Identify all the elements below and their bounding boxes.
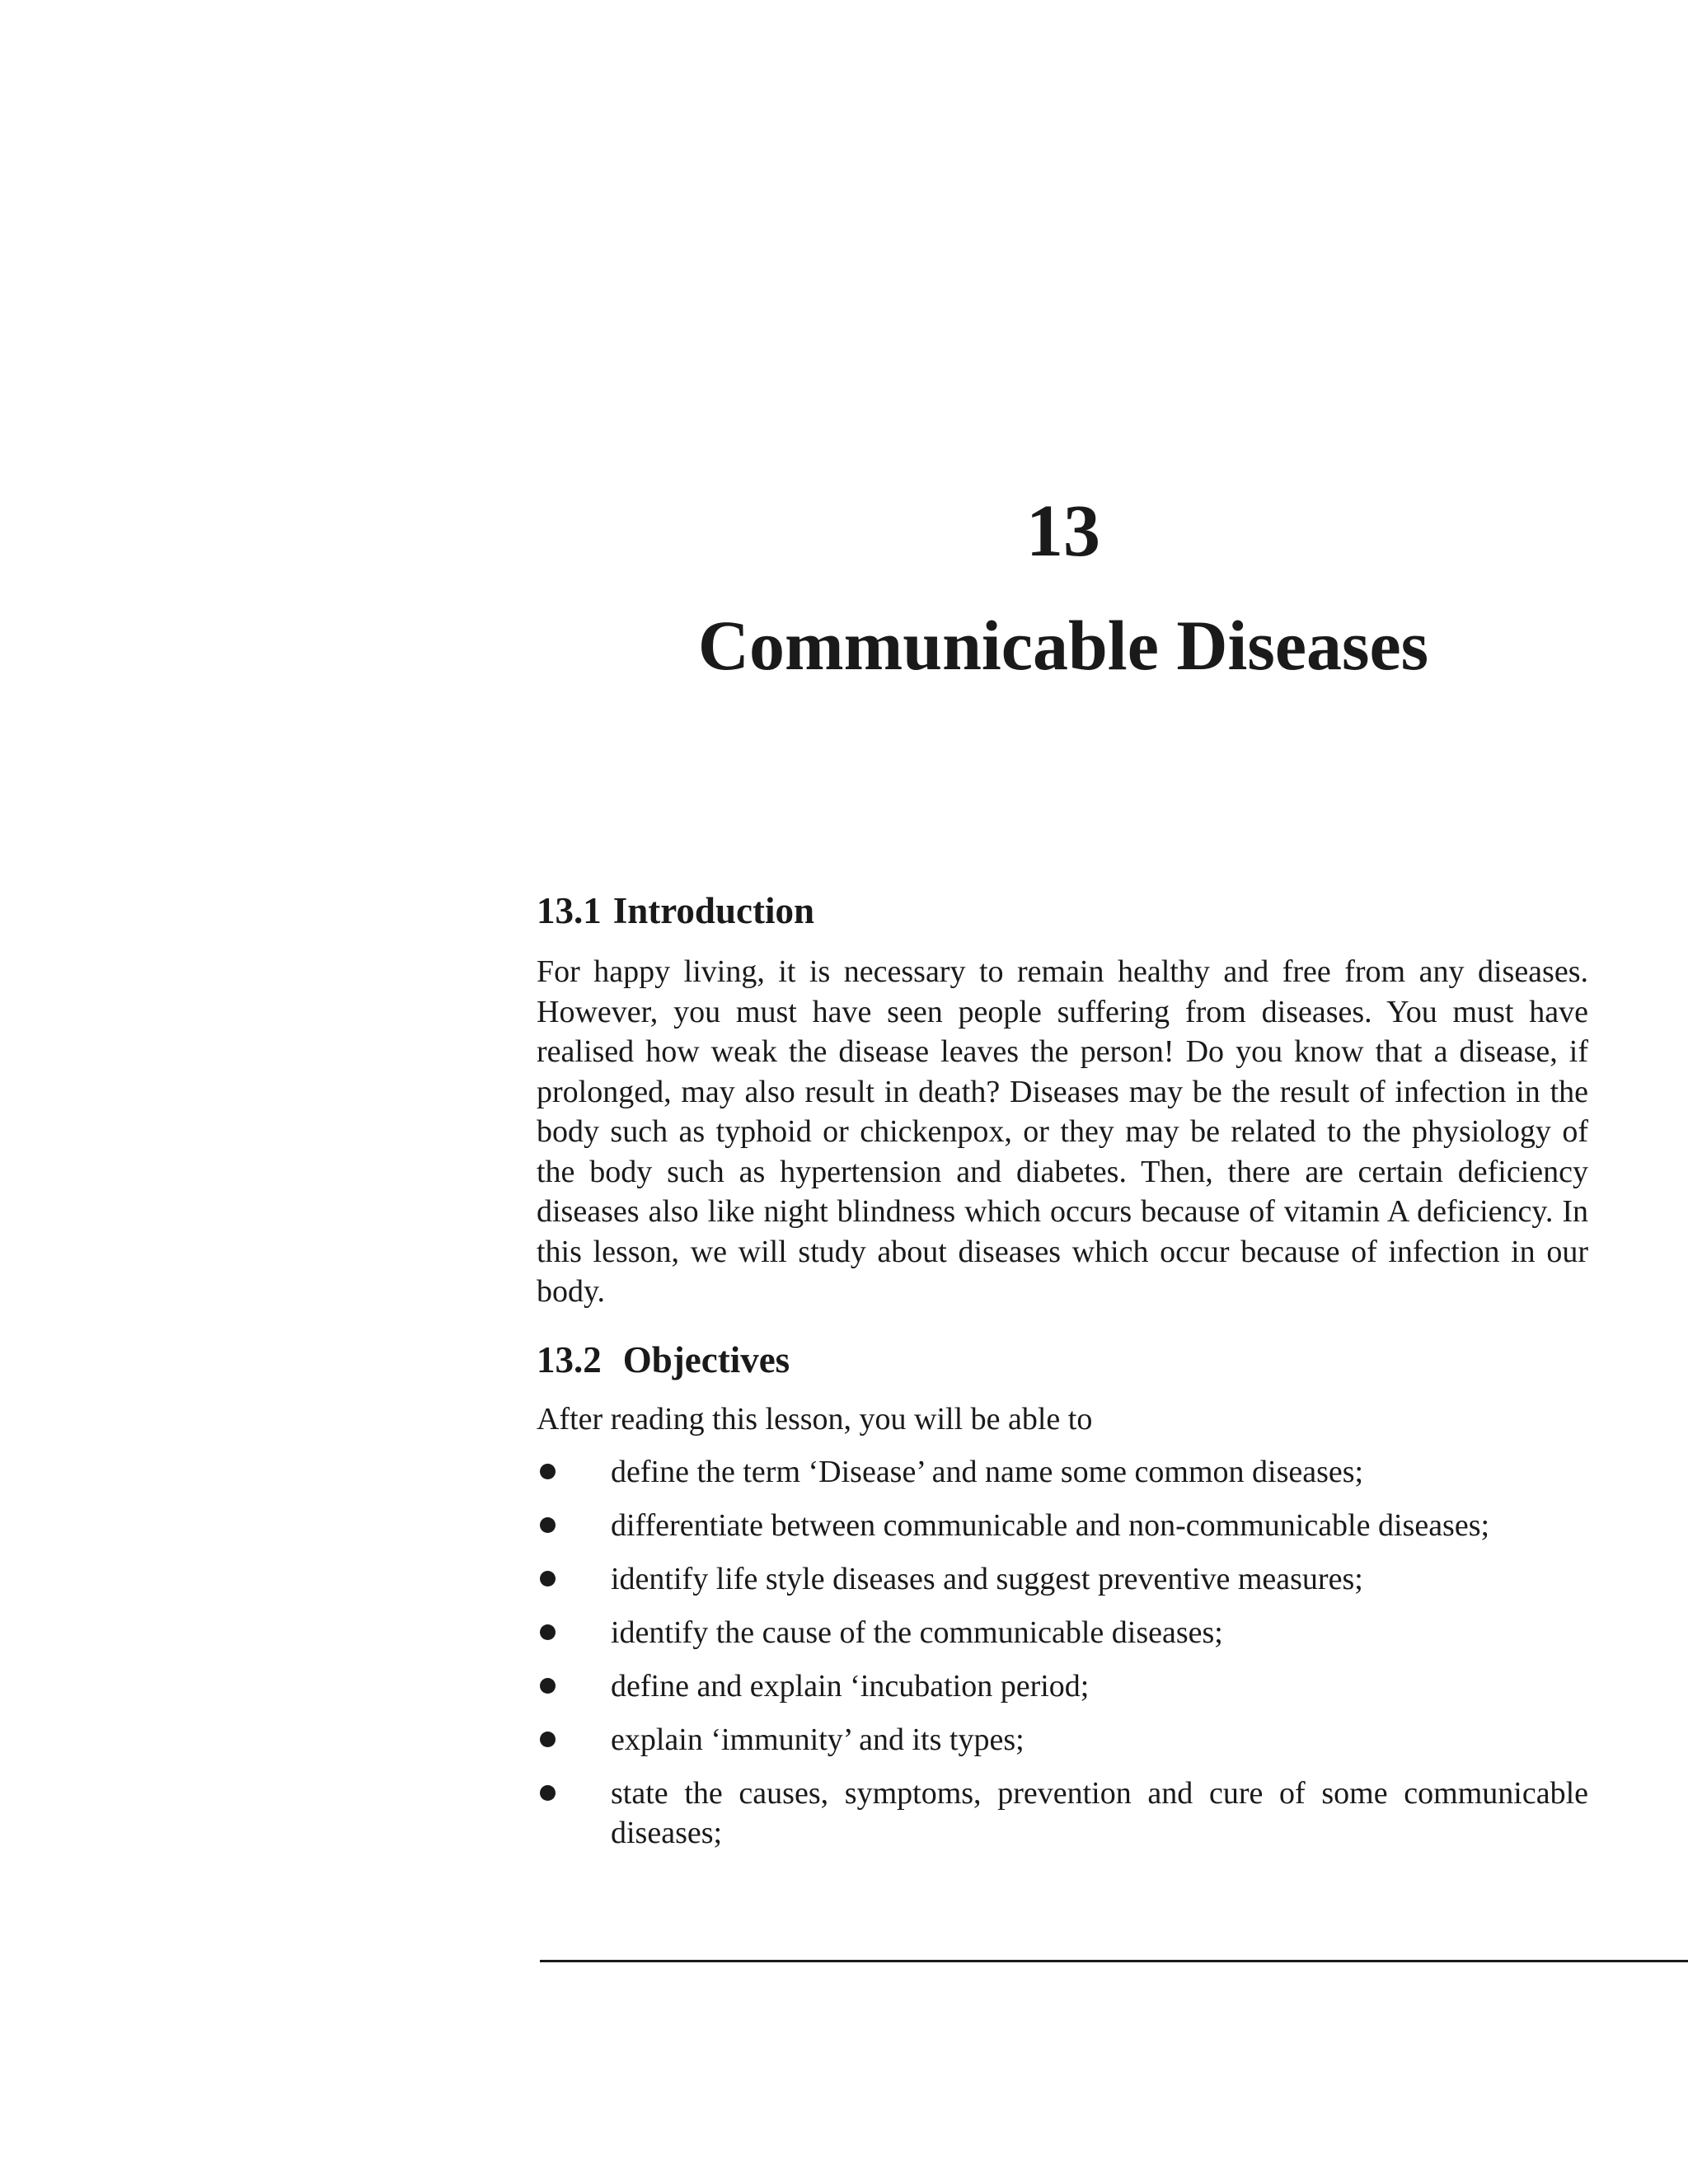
list-item: define and explain ‘incubation period;: [537, 1666, 1588, 1707]
bullet-icon: [540, 1624, 556, 1640]
list-item: state the causes, symptoms, prevention and cure of some communicable diseases;: [537, 1774, 1588, 1854]
bullet-icon: [540, 1464, 556, 1479]
list-item: identify the cause of the communicable diseases;: [537, 1613, 1588, 1653]
introduction-number: 13.1: [537, 890, 602, 931]
objectives-title: Objectives: [622, 1338, 790, 1380]
introduction-heading: [537, 886, 1588, 935]
introduction-paragraph: For happy living, it is necessary to remain healthy and free from any diseases. However, you must have seen people suffering from diseases. You must have realised how weak the disease leaves the person! Do you know that a disease, if prolonged, may also result in death? Diseases may be the result of infection in the body such as typhoid or chickenpox, or they may be related to the physiology of the body such as hypertension and diabetes. Then, there are certain deficiency diseases also like night blindness which occurs because of vitamin A deficiency. In this lesson, we will study about diseases which occur because of infection in our body.: [537, 954, 1588, 1309]
bullet-icon: [540, 1517, 556, 1533]
list-item: identify life style diseases and suggest preventive measures;: [537, 1559, 1588, 1600]
bullet-icon: [540, 1732, 556, 1747]
objectives-heading: [537, 1335, 1588, 1385]
objectives-number: 13.2: [537, 1338, 602, 1380]
bullet-icon: [540, 1571, 556, 1586]
list-item: define the term ‘Disease’ and name some common diseases;: [537, 1452, 1588, 1493]
footer-rule: [540, 1960, 1688, 1962]
introduction-title: Introduction: [612, 890, 814, 931]
chapter-number: 13: [1026, 490, 1100, 572]
page-content: [537, 886, 1588, 1867]
objectives-lead: After reading this lesson, you will be able to: [537, 1401, 1093, 1436]
list-item: differentiate between communicable and non-communicable diseases;: [537, 1506, 1588, 1546]
chapter-title: Communicable Diseases: [697, 606, 1429, 685]
list-item: explain ‘immunity’ and its types;: [537, 1720, 1588, 1760]
bullet-icon: [540, 1785, 556, 1801]
bullet-icon: [540, 1678, 556, 1694]
objectives-list: [537, 1452, 1588, 1854]
